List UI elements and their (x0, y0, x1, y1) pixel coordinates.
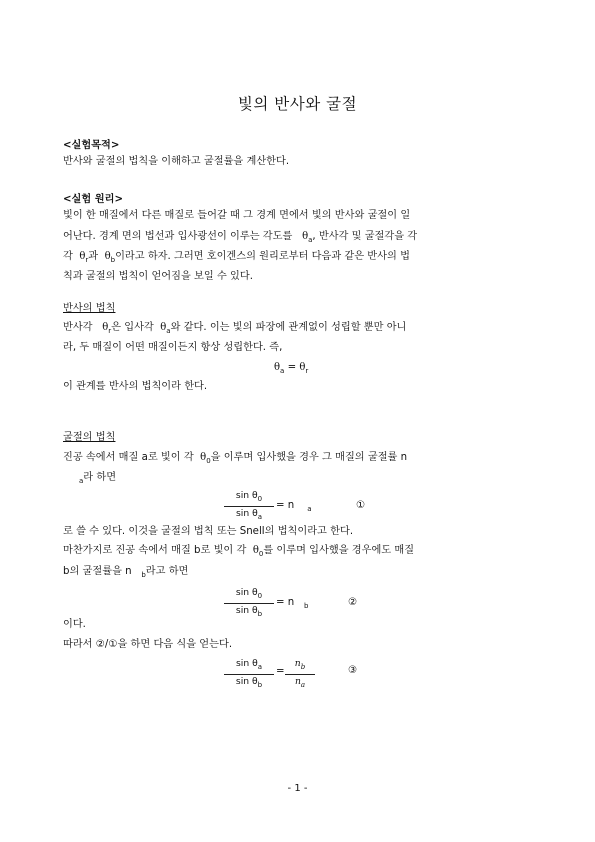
reflection-heading: 반사의 법칙 (63, 303, 116, 314)
equation-3-equals: = (276, 666, 285, 677)
subscript-b: b (300, 663, 306, 671)
refraction-line-6: 이다. (63, 619, 86, 630)
theta-symbol: θ (299, 362, 306, 373)
subscript-0: 0 (257, 592, 263, 600)
subscript-b: b (110, 256, 116, 264)
refraction-heading: 굴절의 법칙 (63, 432, 116, 443)
refraction-line-1a: 진공 속에서 매질 a로 빛이 각 (63, 452, 194, 463)
purpose-text: 반사와 굴절의 법칙을 이해하고 굴절률을 계산한다. (63, 156, 290, 167)
equation-3-rhs-numerator-text: n (294, 658, 301, 669)
equation-2-label: ② (348, 597, 358, 608)
subscript-b: b (257, 681, 263, 689)
subscript-a: a (300, 681, 306, 689)
subscript-a: a (257, 513, 262, 521)
equation-3-rhs-denominator-text: n (294, 676, 301, 687)
subscript-a: a (307, 505, 312, 513)
refraction-line-2-text: 라 하면 (83, 472, 117, 483)
equation-3-denominator (224, 676, 274, 691)
refraction-line-5 (63, 566, 188, 581)
theta-symbol: θ (252, 545, 259, 556)
principle-line-2a: 어난다. 경계 면의 법선과 입사광선이 이루는 각도를 (63, 231, 293, 242)
refraction-line-7: 따라서 ②/①을 하면 다음 식을 얻는다. (63, 639, 233, 650)
subscript-0: 0 (206, 457, 211, 465)
refraction-line-1 (63, 452, 407, 467)
subscript-0: 0 (257, 495, 263, 503)
theta-symbol: θ (104, 251, 111, 262)
fraction-bar (224, 506, 274, 507)
theta-symbol: θ (160, 322, 167, 333)
refraction-line-1b: 을 이루며 입사했을 경우 그 매질의 굴절률 n (210, 452, 408, 463)
principle-line-4: 칙과 굴절의 법칙이 얻어짐을 보일 수 있다. (63, 271, 253, 282)
equation-1-fraction (224, 490, 274, 523)
principle-line-3a: 각 (63, 251, 73, 262)
theta-symbol: θ (200, 452, 207, 463)
equation-2-fraction (224, 587, 274, 620)
equation-3-numerator-text: sin θ (235, 658, 258, 669)
equation-2-numerator-text: sin θ (235, 587, 258, 598)
equation-3-rhs-numerator (285, 658, 315, 673)
equation-1-label: ① (356, 500, 366, 511)
page-number: - 1 - (287, 783, 308, 794)
equation-1-rhs-text: = n (276, 500, 295, 511)
equation-1-denominator (224, 508, 274, 523)
fraction-bar (285, 674, 315, 675)
equation-3-rhs-denominator (285, 676, 315, 691)
subscript-r: r (305, 367, 309, 375)
reflection-line-1 (63, 322, 406, 337)
theta-symbol: θ (79, 251, 86, 262)
equation-2-rhs-text: = n (276, 597, 295, 608)
subscript-a: a (308, 236, 313, 244)
principle-line-3 (63, 251, 410, 266)
theta-symbol: θ (102, 322, 109, 333)
principle-heading: <실험 원리> (63, 194, 123, 205)
reflection-line-1a: 반사각 (63, 322, 93, 333)
principle-line-3b: 과 (88, 251, 99, 262)
subscript-a: a (79, 477, 84, 485)
reflection-line-1c: 와 같다. 이는 빛의 파장에 관계없이 성립할 뿐만 아니 (170, 322, 407, 333)
equals-sign: = (287, 362, 297, 373)
equation-1-numerator (224, 490, 274, 505)
subscript-b: b (257, 610, 263, 618)
equation-1-rhs (276, 500, 312, 515)
reflection-line-2: 라, 두 매질이 어떤 매질이든지 항상 성립한다. 즉, (63, 342, 283, 353)
purpose-heading: <실험목적> (63, 140, 120, 151)
subscript-a: a (280, 367, 285, 375)
refraction-line-3: 로 쓸 수 있다. 이것을 굴절의 법칙 또는 Snell의 법칙이라고 한다. (63, 526, 354, 537)
refraction-line-4a: 마찬가지로 진공 속에서 매질 b로 빛이 각 (63, 545, 247, 556)
theta-symbol: θ (274, 362, 281, 373)
equation-3-lhs-fraction (224, 658, 274, 691)
reflection-line-1b: 은 입사각 (111, 322, 154, 333)
subscript-0: 0 (258, 550, 264, 558)
subscript-b: b (303, 602, 309, 610)
subscript-r: r (85, 256, 89, 264)
refraction-line-2 (79, 472, 116, 487)
refraction-line-5b: 라고 하면 (145, 566, 189, 577)
principle-line-3c: 이라고 하자. 그러면 호이겐스의 원리로부터 다음과 같은 반사의 법 (115, 251, 410, 262)
refraction-line-5a: b의 굴절률을 n (63, 566, 132, 577)
page-title: 빛의 반사와 굴절 (237, 95, 358, 113)
equation-1-numerator-text: sin θ (235, 490, 258, 501)
principle-line-2b: , 반사각 및 굴절각을 각 (312, 231, 418, 242)
equation-2-rhs (276, 597, 308, 612)
equation-3-label: ③ (348, 665, 358, 676)
reflection-equation (274, 362, 308, 377)
theta-symbol: θ (302, 231, 309, 242)
reflection-line-4: 이 관계를 반사의 법칙이라 한다. (63, 381, 208, 392)
equation-3-rhs-fraction (285, 658, 315, 691)
fraction-bar (224, 674, 274, 675)
equation-1-denominator-text: sin θ (235, 508, 258, 519)
equation-2-denominator (224, 605, 274, 620)
equation-3-denominator-text: sin θ (235, 676, 258, 687)
equation-2-denominator-text: sin θ (235, 605, 258, 616)
subscript-b: b (141, 571, 146, 579)
principle-line-2 (63, 231, 417, 246)
principle-line-1: 빛이 한 매질에서 다른 매질로 들어갈 때 그 경계 면에서 빛의 반사와 굴절이 일 (63, 210, 411, 221)
equation-3-numerator (224, 658, 274, 673)
refraction-line-4b: 를 이루며 입사했을 경우에도 매질 (263, 545, 415, 556)
subscript-a: a (166, 327, 171, 335)
subscript-r: r (108, 327, 112, 335)
refraction-line-4 (63, 545, 414, 560)
equation-2-numerator (224, 587, 274, 602)
fraction-bar (224, 603, 274, 604)
subscript-a: a (257, 663, 262, 671)
